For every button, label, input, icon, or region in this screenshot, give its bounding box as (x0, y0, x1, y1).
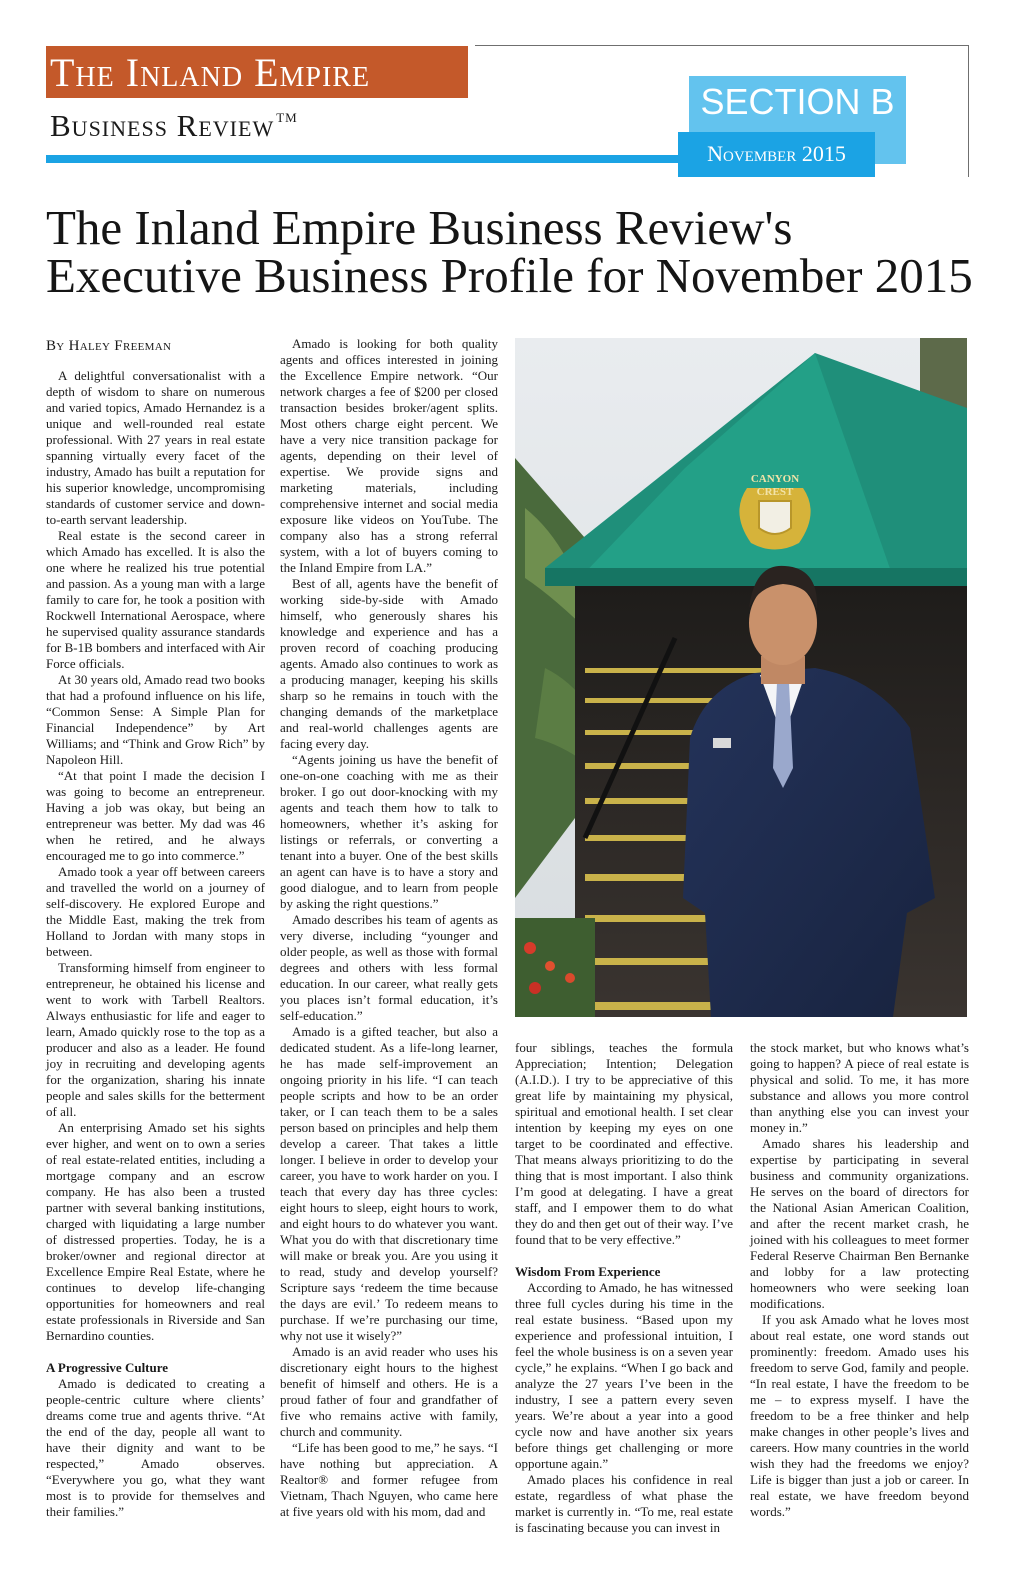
paragraph: Transforming himself from engineer to entrepreneur, he obtained his license and went to work with Tarbell Realtors. Always enthusiastic for life and eager to learn, Amado quickly rose to the top as a producer and also as a leader. He found joy in recruiting and developing agents for the organization, sharing his innate people and sales skills for the betterment of all. (46, 960, 265, 1119)
subheading-progressive-culture: A Progressive Culture (46, 1360, 169, 1375)
subheading-wisdom-from-experience: Wisdom From Experience (515, 1264, 661, 1279)
paragraph: “Agents joining us have the benefit of one-on-one coaching with me as their broker. I go out door-knocking with my agents and teach them how to talk to homeowners, whether it’s asking for listings or referrals, or converting a tenant into a buyer. One of the best skills an agent can have is to have a story and good dialogue, and to learn from people by asking the right questions.” (280, 752, 498, 911)
section-label: SECTION B (700, 81, 895, 122)
masthead-subtitle-text: Business Review (50, 108, 275, 143)
article-column-1 (46, 368, 265, 1520)
masthead-right-rule (968, 45, 969, 177)
paragraph: Amado is a gifted teacher, but also a dedicated student. As a life-long learner, he has made self-improvement an ongoing priority in his life. “I can teach people scripts and how to be an order taker, or I can teach them to be a sales person based on principles and help them develop a career. That takes a little longer. I believe in order to develop your career, you have to work harder on you. I teach that every day has three cycles: eight hours to sleep, eight hours to work, and eight hours to do whatever you want. What you do with that discretionary time will make or break you. Are you using it to read, study and develop yourself? Scripture says ‘redeem the time because the days are evil.’ To redeem means to purchase. If we’re purchasing our time, why not use it wisely?” (280, 1024, 498, 1343)
paragraph: At 30 years old, Amado read two books that had a profound influence on his life, “Common Sense: A Simple Plan for Financial Independence” by Art Williams; and “Think and Grow Rich” by Napoleon Hill. (46, 672, 265, 767)
paragraph: Amado places his confidence in real estate, regardless of what phase the market is currently in. “To me, real estate is fascinating because you can invest in (515, 1472, 733, 1535)
article-column-5 (750, 1040, 969, 1520)
masthead-top-rule (475, 45, 969, 46)
paragraph: Real estate is the second career in which Amado has excelled. It is also the one where he realized his true potential and passion. As a young man with a large family to care for, he took a position with Rockwell International Aerospace, where he supervised quality assurance standards for B-1B bombers and interfaced with Air Force officials. (46, 528, 265, 671)
masthead-subtitle (50, 100, 298, 144)
issue-date: November 2015 (707, 141, 846, 166)
sign-text-line1: CANYON (750, 473, 800, 485)
trademark-mark: TM (276, 110, 298, 125)
paragraph: Amado took a year off between careers and travelled the world on a journey of self-discovery. He explored Europe and the Middle East, making the trek from Holland to Jordan with many stops in between. (46, 864, 265, 959)
paragraph: Best of all, agents have the benefit of working side-by-side with Amado himself, who generously shares his knowledge and experience and has a proven record of coaching producing agents. Amado also continues to work as a producing manager, keeping his skills sharp so he remains in touch with the changing demands of the marketplace and real-world challenges agents are facing every day. (280, 576, 498, 751)
paragraph: the stock market, but who knows what’s going to happen? A piece of real estate is physical and solid. To me, it has more substance and allows you more control than anything else you can invest your money in.” (750, 1040, 969, 1135)
article-column-2 (280, 336, 498, 1024)
paragraph: If you ask Amado what he loves most about real estate, one word stands out prominently: freedom. Amado uses his freedom to serve God, family and people. “In real estate, I have the freedom to be me – to express myself. I have the freedom to be a free thinker and help make changes in other people’s lives and careers. How many countries in the world wish they had the freedoms we enjoy? Life is bigger than just a job or career. In real estate, we have freedom beyond words.” (750, 1312, 969, 1519)
byline: By Haley Freeman (46, 338, 172, 354)
paragraph: Amado is looking for both quality agents and offices interested in joining the Excellence Empire network. “Our network charges a fee of $200 per closed transaction besides broker/agent splits. Most others charge eight percent. We have a very nice transition package for agents, depending on their level of expertise. We provide signs and marketing materials, including comprehensive internet and social media exposure like videos on YouTube. The company also has a strong referral system, with a lot of buyers coming to the Inland Empire from LA.” (280, 336, 498, 575)
paragraph: Amado shares his leadership and expertise by participating in several business and community organizations. He serves on the board of directors for the National Asian American Coalition, and after the recent market crash, he joined with his colleagues to meet former Federal Reserve Chairman Ben Bernanke and lobby for a law protecting homeowners who were seeking loan modifications. (750, 1136, 969, 1311)
paragraph: Amado describes his team of agents as very diverse, including “younger and older people, as well as those with formal degrees and others with less formal education. In our career, what really gets you places isn’t formal education, it’s self-education.” (280, 912, 498, 1023)
paragraph: According to Amado, he has witnessed three full cycles during his time in the real estate business. “Based upon my experience and professional intuition, I feel the whole business is on a seven year cycle,” he explains. “When I go back and analyze the 27 years I’ve been in the industry, I see a pattern every seven years. We’re about a year into a good cycle now and have another six years before things get challenging or more opportune again.” (515, 1280, 733, 1471)
paragraph: “At that point I made the decision I was going to become an entrepreneur. Having a job was okay, but being an entrepreneur was better. My dad was 46 when he retired, and he always encouraged me to go into commerce.” (46, 768, 265, 863)
paragraph: An enterprising Amado set his sights ever higher, and went on to own a series of real estate-related entities, including a mortgage company and an escrow company. He has also been a trusted partner with several banking institutions, charged with liquidating a large number of distressed properties. Today, he is a broker/owner and regional director at Excellence Empire Real Estate, where he continues to develop life-changing opportunities for homeowners and real estate professionals in Riverside and San Bernardino counties. (46, 1120, 265, 1343)
article-column-4 (515, 1040, 733, 1536)
paragraph: Amado is an avid reader who uses his discretionary eight hours to the highest benefit of himself and others. He is a proud father of four and grandfather of five who remains active with family, church and community. (280, 1344, 498, 1439)
profile-photo (515, 338, 967, 1017)
paragraph: Amado is dedicated to creating a people-centric culture where clients’ dreams come true and agents thrive. “At the end of the day, people all want to have their dignity and want to be respected,” Amado observes. “Everywhere you go, what they want most is to provide for themselves and their families.” (46, 1376, 265, 1519)
masthead-title: The Inland Empire (50, 50, 371, 95)
article-headline: The Inland Empire Business Review's Executive Business Profile for November 2015 (46, 200, 973, 303)
article-column-3 (280, 1024, 498, 1520)
profile-photo-illustration (515, 338, 967, 1017)
paragraph: A delightful conversationalist with a depth of wisdom to share on numerous and varied topics, Amado Hernandez is a unique and well-rounded real estate professional. With 27 years in real estate spanning virtually every facet of the industry, Amado has built a reputation for his superior knowledge, uncompromising standards of customer service and down-to-earth servant leadership. (46, 368, 265, 527)
sign-text-line2: CREST (756, 486, 794, 498)
masthead-blue-rule (46, 155, 680, 163)
paragraph: “Life has been good to me,” he says. “I have nothing but appreciation. A Realtor® and former refugee from Vietnam, Thach Nguyen, who came here at five years old with his mom, dad and (280, 1440, 498, 1519)
paragraph: four siblings, teaches the formula Appreciation; Intention; Delegation (A.I.D.). I try to be appreciative of this great life by maintaining my physical, spiritual and emotional health. I set clear intention by keeping my eyes on one target to be coordinated and effective. That means always prioritizing to do the thing that is most important. I also think I’m good at delegating. I have a great staff, and I empower them to do what they do and then get out of their way. I’ve found that to be very effective.” (515, 1040, 733, 1247)
